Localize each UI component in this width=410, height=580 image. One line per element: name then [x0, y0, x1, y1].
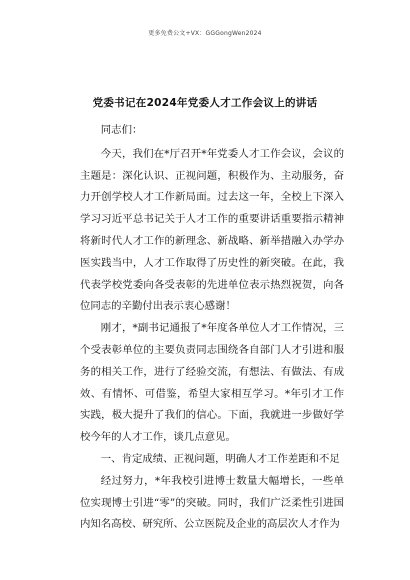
paragraph-3: 经过努力，*年我校引进博士数量大幅增长，一些单位实现博士引进“零”的突破。同时，我们广泛柔性引进国内知名高校、研究所、公立医院及企业的高层次人才作为	[80, 474, 344, 531]
paragraph-1: 今天，我们在*厅召开*年党委人才工作会议，会议的主题是：深化认识、正视问题，积极作为、主动服务，奋力开创学校人才工作新局面。过去这一年，全校上下深入学习习近平总书记关于人才工作的重要讲话重要指示精神将新时代人才工作的新理念、新战略、新举措融入办学办医实践当中，人才工作取得了历史性的新突破。在此，我代表学校党委向各受表彰的先进单位表示热烈祝贺，向各位同志的辛勤付出表示衷心感谢！	[80, 147, 344, 313]
document-body	[80, 120, 344, 536]
header-note: 更多免费公文+VX：GGGongWen2024	[148, 30, 262, 37]
salutation: 同志们：	[100, 124, 143, 136]
section-heading-1: 一、肯定成绩、正视问题，明确人才工作差距和不足	[100, 452, 340, 465]
paragraph-2: 刚才，*副书记通报了*年度各单位人才工作情况，三个受表彰单位的主要负责同志围绕各自部门人才引进和服务的相关工作，进行了经验交流，有想法、有做法、有成效、有情怀、可借鉴，希望大家相互学习。*年引才工作实践，极大提升了我们的信心。下面，我就进一步做好学校今年的人才工作，谈几点意见。	[80, 322, 344, 444]
document-title: 党委书记在2024年党委人才工作会议上的讲话	[92, 97, 318, 109]
